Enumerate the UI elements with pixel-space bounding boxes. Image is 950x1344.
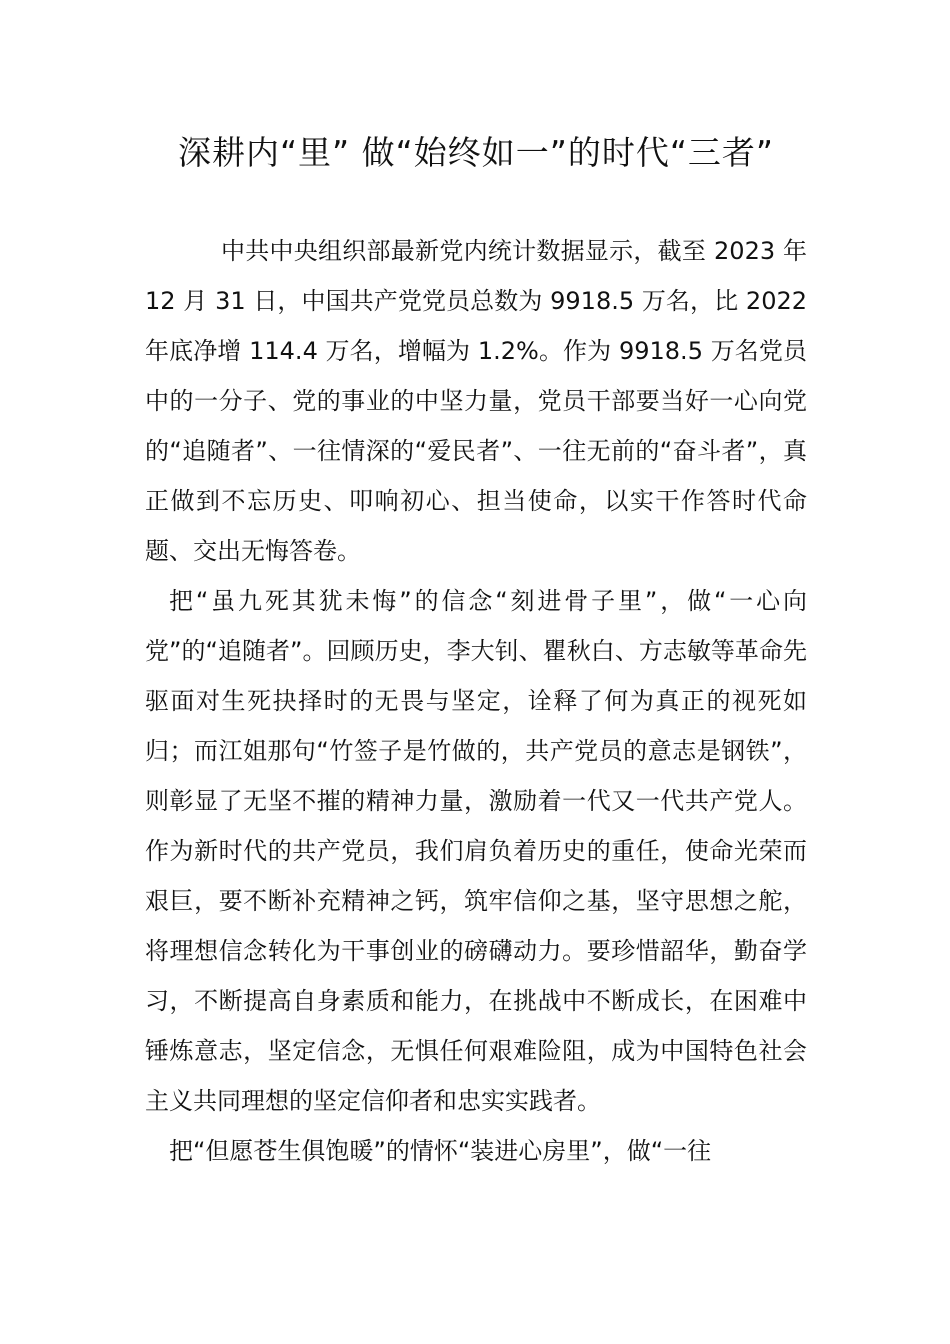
paragraph-follower: 把“虽九死其犹未悔”的信念“刻进骨子里”，做“一心向党”的“追随者”。回顾历史，李大钊、瞿秋白、方志敏等革命先驱面对生死抉择时的无畏与坚定，诠释了何为真正的视死如归；而江姐那句“竹签子是竹做的，共产党员的意志是钢铁”，则彰显了无坚不摧的精神力量，激励着一代又一代共产党人。作为新时代的共产党员，我们肩负着历史的重任，使命光荣而艰巨，要不断补充精神之钙，筑牢信仰之基，坚守思想之舵，将理想信念转化为干事创业的磅礴动力。要珍惜韶华，勤奋学习，不断提高自身素质和能力，在挑战中不断成长，在困难中锤炼意志，坚定信念，无惧任何艰难险阻，成为中国特色社会主义共同理想的坚定信仰者和忠实实践者。 xyxy=(145,587,807,1115)
document-body xyxy=(145,226,807,1176)
paragraph-people: 把“但愿苍生俱饱暖”的情怀“装进心房里”，做“一往 xyxy=(169,1137,712,1165)
paragraph-intro: 中共中央组织部最新党内统计数据显示，截至 2023 年 12 月 31 日，中国共产党党员总数为 9918.5 万名，比 2022 年底净增 114.4 万名，增幅为 1.2%。作为 9918.5 万名党员中的一分子、党的事业的中坚力量，党员干部要当好一心向党的“追随者”、一往情深的“爱民者”、一往无前的“奋斗者”，真正做到不忘历史、叩响初心、担当使命，以实干作答时代命题、交出无悔答卷。 xyxy=(145,237,807,565)
document-title: 深耕内“里” 做“始终如一”的时代“三者” xyxy=(177,133,775,172)
